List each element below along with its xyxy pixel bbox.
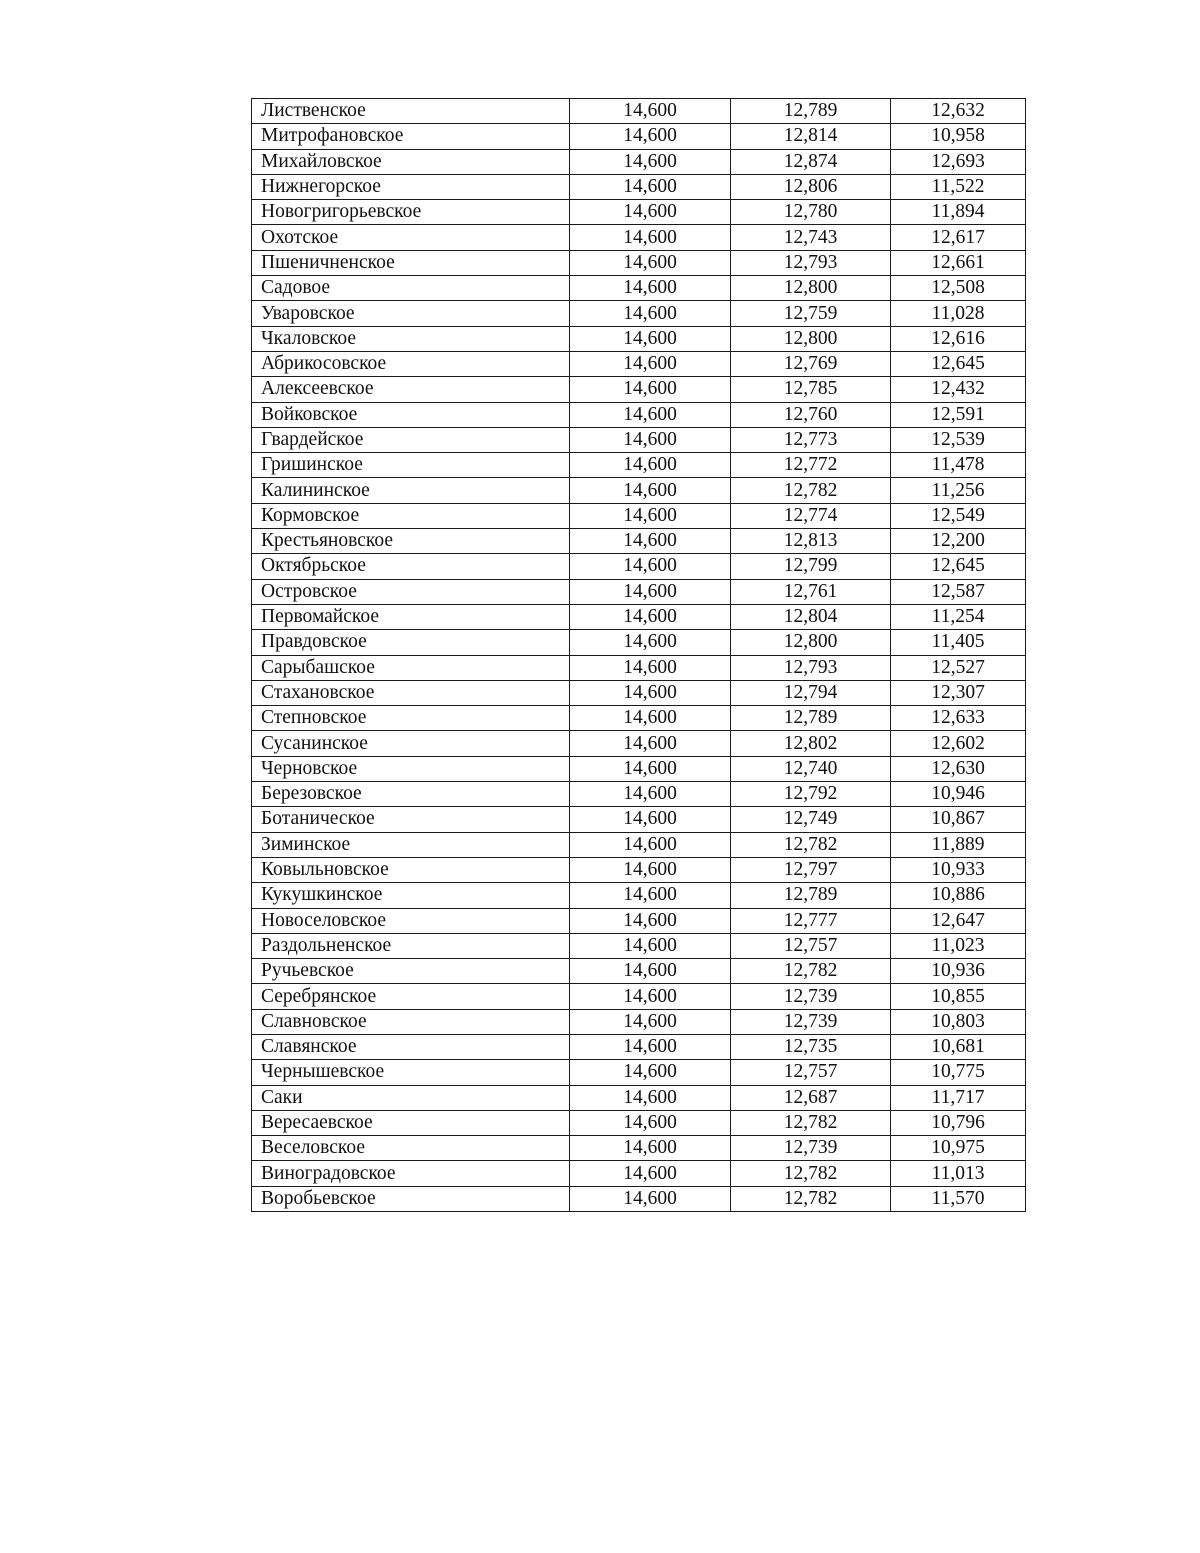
- value-col-3-cell: 10,796: [891, 1110, 1026, 1135]
- value-col-1-cell: 14,600: [570, 1110, 731, 1135]
- value-col-2-cell: 12,793: [731, 250, 891, 275]
- value-col-3-cell: 11,889: [891, 832, 1026, 857]
- settlement-name-cell: Гришинское: [252, 453, 570, 478]
- table-row: [252, 1009, 1026, 1034]
- value-col-3-cell: 10,855: [891, 984, 1026, 1009]
- value-col-3-cell: 10,975: [891, 1136, 1026, 1161]
- value-col-1-cell: 14,600: [570, 706, 731, 731]
- table-body: [252, 99, 1026, 1212]
- value-col-1-cell: 14,600: [570, 529, 731, 554]
- table-row: [252, 174, 1026, 199]
- table-row: [252, 529, 1026, 554]
- value-col-1-cell: 14,600: [570, 124, 731, 149]
- table-row: [252, 478, 1026, 503]
- value-col-3-cell: 10,933: [891, 857, 1026, 882]
- table-row: [252, 959, 1026, 984]
- settlement-name-cell: Кормовское: [252, 503, 570, 528]
- value-col-1-cell: 14,600: [570, 402, 731, 427]
- value-col-1-cell: 14,600: [570, 579, 731, 604]
- value-col-1-cell: 14,600: [570, 453, 731, 478]
- value-col-1-cell: 14,600: [570, 427, 731, 452]
- table-row: [252, 1161, 1026, 1186]
- value-col-1-cell: 14,600: [570, 680, 731, 705]
- table-row: [252, 1136, 1026, 1161]
- table-row: [252, 427, 1026, 452]
- value-col-3-cell: 12,616: [891, 326, 1026, 351]
- value-col-1-cell: 14,600: [570, 225, 731, 250]
- value-col-1-cell: 14,600: [570, 1161, 731, 1186]
- table-row: [252, 99, 1026, 124]
- value-col-3-cell: 11,405: [891, 630, 1026, 655]
- settlement-name-cell: Михайловское: [252, 149, 570, 174]
- value-col-1-cell: 14,600: [570, 1085, 731, 1110]
- value-col-3-cell: 10,681: [891, 1034, 1026, 1059]
- settlement-name-cell: Сарыбашское: [252, 655, 570, 680]
- value-col-3-cell: 12,549: [891, 503, 1026, 528]
- value-col-1-cell: 14,600: [570, 832, 731, 857]
- value-col-2-cell: 12,739: [731, 1136, 891, 1161]
- settlement-name-cell: Первомайское: [252, 604, 570, 629]
- value-col-2-cell: 12,739: [731, 1009, 891, 1034]
- table-row: [252, 680, 1026, 705]
- settlement-name-cell: Стахановское: [252, 680, 570, 705]
- value-col-3-cell: 12,591: [891, 402, 1026, 427]
- value-col-1-cell: 14,600: [570, 326, 731, 351]
- value-col-2-cell: 12,780: [731, 200, 891, 225]
- value-col-2-cell: 12,757: [731, 933, 891, 958]
- value-col-1-cell: 14,600: [570, 782, 731, 807]
- settlement-name-cell: Зиминское: [252, 832, 570, 857]
- table-row: [252, 402, 1026, 427]
- value-col-1-cell: 14,600: [570, 756, 731, 781]
- table-row: [252, 1110, 1026, 1135]
- value-col-2-cell: 12,757: [731, 1060, 891, 1085]
- settlement-name-cell: Островское: [252, 579, 570, 604]
- value-col-1-cell: 14,600: [570, 604, 731, 629]
- settlement-name-cell: Пшеничненское: [252, 250, 570, 275]
- value-col-3-cell: 10,803: [891, 1009, 1026, 1034]
- settlement-name-cell: Славянское: [252, 1034, 570, 1059]
- value-col-2-cell: 12,772: [731, 453, 891, 478]
- table-row: [252, 453, 1026, 478]
- value-col-3-cell: 11,717: [891, 1085, 1026, 1110]
- value-col-1-cell: 14,600: [570, 250, 731, 275]
- settlement-name-cell: Правдовское: [252, 630, 570, 655]
- value-col-2-cell: 12,813: [731, 529, 891, 554]
- value-col-2-cell: 12,804: [731, 604, 891, 629]
- value-col-2-cell: 12,800: [731, 326, 891, 351]
- value-col-3-cell: 12,617: [891, 225, 1026, 250]
- value-col-2-cell: 12,773: [731, 427, 891, 452]
- table-row: [252, 782, 1026, 807]
- table-row: [252, 124, 1026, 149]
- value-col-2-cell: 12,789: [731, 706, 891, 731]
- value-col-2-cell: 12,782: [731, 1161, 891, 1186]
- table-row: [252, 933, 1026, 958]
- value-col-3-cell: 12,307: [891, 680, 1026, 705]
- table-row: [252, 225, 1026, 250]
- value-col-1-cell: 14,600: [570, 883, 731, 908]
- table-row: [252, 149, 1026, 174]
- value-col-1-cell: 14,600: [570, 478, 731, 503]
- value-col-3-cell: 12,693: [891, 149, 1026, 174]
- table-row: [252, 857, 1026, 882]
- value-col-1-cell: 14,600: [570, 807, 731, 832]
- value-col-1-cell: 14,600: [570, 908, 731, 933]
- table-row: [252, 1085, 1026, 1110]
- settlement-name-cell: Нижнегорское: [252, 174, 570, 199]
- settlement-name-cell: Черновское: [252, 756, 570, 781]
- table-row: [252, 655, 1026, 680]
- table-row: [252, 832, 1026, 857]
- value-col-2-cell: 12,782: [731, 478, 891, 503]
- value-col-1-cell: 14,600: [570, 655, 731, 680]
- value-col-3-cell: 11,570: [891, 1186, 1026, 1211]
- table-row: [252, 554, 1026, 579]
- value-col-2-cell: 12,799: [731, 554, 891, 579]
- value-col-3-cell: 12,647: [891, 908, 1026, 933]
- value-col-2-cell: 12,806: [731, 174, 891, 199]
- value-col-3-cell: 10,946: [891, 782, 1026, 807]
- value-col-2-cell: 12,814: [731, 124, 891, 149]
- value-col-3-cell: 12,200: [891, 529, 1026, 554]
- settlement-name-cell: Чкаловское: [252, 326, 570, 351]
- value-col-1-cell: 14,600: [570, 554, 731, 579]
- table-row: [252, 326, 1026, 351]
- value-col-2-cell: 12,782: [731, 832, 891, 857]
- settlement-name-cell: Калининское: [252, 478, 570, 503]
- value-col-3-cell: 12,632: [891, 99, 1026, 124]
- settlement-name-cell: Славновское: [252, 1009, 570, 1034]
- value-col-3-cell: 12,645: [891, 554, 1026, 579]
- value-col-2-cell: 12,687: [731, 1085, 891, 1110]
- data-table: [251, 98, 1026, 1212]
- settlement-name-cell: Раздольненское: [252, 933, 570, 958]
- settlement-name-cell: Кукушкинское: [252, 883, 570, 908]
- value-col-3-cell: 10,775: [891, 1060, 1026, 1085]
- value-col-2-cell: 12,789: [731, 99, 891, 124]
- value-col-1-cell: 14,600: [570, 200, 731, 225]
- settlement-name-cell: Ручьевское: [252, 959, 570, 984]
- settlement-name-cell: Абрикосовское: [252, 351, 570, 376]
- table-row: [252, 807, 1026, 832]
- value-col-2-cell: 12,874: [731, 149, 891, 174]
- table-row: [252, 1060, 1026, 1085]
- settlement-name-cell: Уваровское: [252, 301, 570, 326]
- table-row: [252, 984, 1026, 1009]
- value-col-2-cell: 12,782: [731, 1186, 891, 1211]
- value-col-2-cell: 12,800: [731, 276, 891, 301]
- table-row: [252, 908, 1026, 933]
- settlement-name-cell: Октябрьское: [252, 554, 570, 579]
- value-col-1-cell: 14,600: [570, 1009, 731, 1034]
- value-col-2-cell: 12,769: [731, 351, 891, 376]
- value-col-1-cell: 14,600: [570, 1186, 731, 1211]
- settlement-name-cell: Виноградовское: [252, 1161, 570, 1186]
- settlement-name-cell: Гвардейское: [252, 427, 570, 452]
- settlement-name-cell: Березовское: [252, 782, 570, 807]
- value-col-3-cell: 12,602: [891, 731, 1026, 756]
- value-col-3-cell: 12,587: [891, 579, 1026, 604]
- table-row: [252, 503, 1026, 528]
- value-col-2-cell: 12,761: [731, 579, 891, 604]
- value-col-1-cell: 14,600: [570, 984, 731, 1009]
- value-col-1-cell: 14,600: [570, 959, 731, 984]
- value-col-3-cell: 12,633: [891, 706, 1026, 731]
- value-col-3-cell: 12,527: [891, 655, 1026, 680]
- settlement-name-cell: Вересаевское: [252, 1110, 570, 1135]
- table-row: [252, 731, 1026, 756]
- value-col-3-cell: 12,539: [891, 427, 1026, 452]
- value-col-1-cell: 14,600: [570, 276, 731, 301]
- settlement-name-cell: Саки: [252, 1085, 570, 1110]
- settlement-name-cell: Лиственское: [252, 99, 570, 124]
- value-col-2-cell: 12,743: [731, 225, 891, 250]
- value-col-2-cell: 12,797: [731, 857, 891, 882]
- value-col-2-cell: 12,759: [731, 301, 891, 326]
- value-col-2-cell: 12,785: [731, 377, 891, 402]
- value-col-3-cell: 12,508: [891, 276, 1026, 301]
- value-col-3-cell: 10,867: [891, 807, 1026, 832]
- value-col-3-cell: 11,522: [891, 174, 1026, 199]
- value-col-1-cell: 14,600: [570, 857, 731, 882]
- settlement-name-cell: Митрофановское: [252, 124, 570, 149]
- value-col-2-cell: 12,735: [731, 1034, 891, 1059]
- table-row: [252, 377, 1026, 402]
- value-col-1-cell: 14,600: [570, 377, 731, 402]
- table-row: [252, 756, 1026, 781]
- value-col-3-cell: 11,256: [891, 478, 1026, 503]
- value-col-3-cell: 11,028: [891, 301, 1026, 326]
- value-col-2-cell: 12,793: [731, 655, 891, 680]
- settlement-name-cell: Серебрянское: [252, 984, 570, 1009]
- table-row: [252, 301, 1026, 326]
- settlement-name-cell: Новоселовское: [252, 908, 570, 933]
- value-col-3-cell: 12,630: [891, 756, 1026, 781]
- value-col-1-cell: 14,600: [570, 351, 731, 376]
- value-col-2-cell: 12,802: [731, 731, 891, 756]
- table-row: [252, 579, 1026, 604]
- settlement-name-cell: Ковыльновское: [252, 857, 570, 882]
- value-col-3-cell: 12,432: [891, 377, 1026, 402]
- settlement-name-cell: Степновское: [252, 706, 570, 731]
- value-col-1-cell: 14,600: [570, 933, 731, 958]
- value-col-2-cell: 12,800: [731, 630, 891, 655]
- settlement-name-cell: Садовое: [252, 276, 570, 301]
- value-col-3-cell: 11,023: [891, 933, 1026, 958]
- value-col-1-cell: 14,600: [570, 731, 731, 756]
- table-row: [252, 706, 1026, 731]
- settlement-name-cell: Воробьевское: [252, 1186, 570, 1211]
- value-col-2-cell: 12,739: [731, 984, 891, 1009]
- table-row: [252, 200, 1026, 225]
- value-col-3-cell: 12,645: [891, 351, 1026, 376]
- table-row: [252, 276, 1026, 301]
- value-col-1-cell: 14,600: [570, 99, 731, 124]
- settlement-name-cell: Алексеевское: [252, 377, 570, 402]
- settlement-name-cell: Войковское: [252, 402, 570, 427]
- table-row: [252, 250, 1026, 275]
- value-col-2-cell: 12,749: [731, 807, 891, 832]
- value-col-1-cell: 14,600: [570, 149, 731, 174]
- table-row: [252, 630, 1026, 655]
- table-row: [252, 351, 1026, 376]
- value-col-3-cell: 10,936: [891, 959, 1026, 984]
- settlement-name-cell: Чернышевское: [252, 1060, 570, 1085]
- value-col-2-cell: 12,782: [731, 1110, 891, 1135]
- settlement-name-cell: Охотское: [252, 225, 570, 250]
- value-col-3-cell: 10,886: [891, 883, 1026, 908]
- value-col-3-cell: 11,894: [891, 200, 1026, 225]
- value-col-3-cell: 11,013: [891, 1161, 1026, 1186]
- settlement-name-cell: Ботаническое: [252, 807, 570, 832]
- value-col-2-cell: 12,740: [731, 756, 891, 781]
- value-col-2-cell: 12,794: [731, 680, 891, 705]
- value-col-1-cell: 14,600: [570, 301, 731, 326]
- value-col-1-cell: 14,600: [570, 1034, 731, 1059]
- value-col-3-cell: 11,254: [891, 604, 1026, 629]
- table-row: [252, 604, 1026, 629]
- settlement-name-cell: Сусанинское: [252, 731, 570, 756]
- value-col-1-cell: 14,600: [570, 1060, 731, 1085]
- value-col-2-cell: 12,760: [731, 402, 891, 427]
- settlement-name-cell: Крестьяновское: [252, 529, 570, 554]
- settlement-name-cell: Веселовское: [252, 1136, 570, 1161]
- value-col-2-cell: 12,789: [731, 883, 891, 908]
- table-row: [252, 883, 1026, 908]
- value-col-1-cell: 14,600: [570, 174, 731, 199]
- value-col-3-cell: 12,661: [891, 250, 1026, 275]
- value-col-1-cell: 14,600: [570, 1136, 731, 1161]
- value-col-1-cell: 14,600: [570, 630, 731, 655]
- value-col-3-cell: 10,958: [891, 124, 1026, 149]
- value-col-3-cell: 11,478: [891, 453, 1026, 478]
- table-row: [252, 1186, 1026, 1211]
- table-row: [252, 1034, 1026, 1059]
- value-col-2-cell: 12,792: [731, 782, 891, 807]
- value-col-2-cell: 12,782: [731, 959, 891, 984]
- value-col-2-cell: 12,774: [731, 503, 891, 528]
- value-col-1-cell: 14,600: [570, 503, 731, 528]
- settlement-name-cell: Новогригорьевское: [252, 200, 570, 225]
- value-col-2-cell: 12,777: [731, 908, 891, 933]
